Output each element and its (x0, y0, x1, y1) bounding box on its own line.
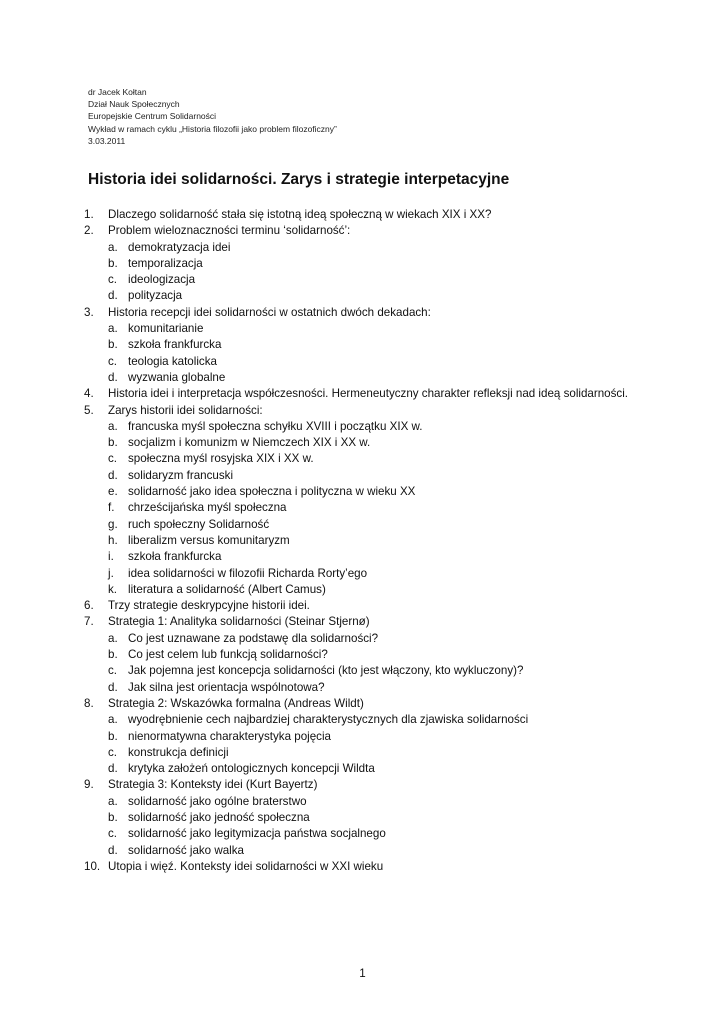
outline-subitem (84, 761, 640, 777)
outline-subitem-text: temporalizacja (128, 256, 203, 270)
outline-subitem-text: Jak pojemna jest koncepcja solidarności (kto jest włączony, kto wykluczony)? (128, 664, 524, 678)
outline-subitem (84, 843, 640, 859)
outline-subitem (84, 288, 640, 304)
outline-subitem-text: ruch społeczny Solidarność (128, 517, 270, 531)
header-date: 3.03.2011 (88, 135, 126, 146)
outline-item-text: Problem wieloznaczności terminu ‘solidarność’: (108, 224, 351, 238)
outline-item-text: Historia recepcji idei solidarności w ostatnich dwóch dekadach: (108, 305, 431, 319)
outline-subitem-letter: b. (108, 436, 118, 450)
outline-subitem (84, 370, 640, 386)
document-title: Historia idei solidarności. Zarys i strategie interpetacyjne (88, 171, 510, 188)
outline-subitem-text: demokratyzacja idei (128, 240, 231, 254)
outline-item (84, 223, 640, 239)
outline-subitem-text: solidaryzm francuski (128, 468, 234, 482)
outline-subitem-text: wyzwania globalne (128, 370, 226, 384)
header-author: dr Jacek Kołtan (88, 87, 147, 97)
outline-item-text: Strategia 2: Wskazówka formalna (Andreas Wildt) (108, 696, 364, 710)
outline-subitem-text: solidarność jako jedność społeczna (128, 810, 310, 824)
outline-subitem-letter: a. (108, 631, 118, 645)
outline-subitem-letter: c. (108, 273, 118, 287)
outline-item (84, 598, 640, 614)
outline-subitem-letter: b. (108, 648, 118, 662)
outline-subitem-text: Jak silna jest orientacja wspólnotowa? (128, 680, 325, 694)
outline-subitem-letter: d. (108, 468, 118, 482)
outline-subitem-text: literatura a solidarność (Albert Camus) (128, 582, 326, 596)
outline-item (84, 859, 640, 875)
outline-subitem-text: chrześcijańska myśl społeczna (128, 501, 287, 515)
outline-subitem (84, 419, 640, 435)
outline-subitem-letter: b. (108, 338, 118, 352)
outline-subitem-letter: a. (108, 419, 118, 433)
outline-subitem (84, 810, 640, 826)
outline-subitem-letter: e. (108, 485, 118, 499)
outline-subitem (84, 272, 640, 288)
outline-item (84, 777, 640, 793)
outline-item-number: 5. (84, 403, 94, 417)
outline-subitem-letter: j. (108, 566, 114, 580)
outline-subitem (84, 435, 640, 451)
outline-subitem (84, 256, 640, 272)
outline-item (84, 386, 640, 402)
header-institution: Europejskie Centrum Solidarności (88, 111, 217, 122)
outline-subitem-text: społeczna myśl rosyjska XIX i XX w. (128, 452, 314, 466)
outline-subitem-letter: d. (108, 680, 118, 694)
outline-subitem (84, 712, 640, 728)
outline-subitem (84, 663, 640, 679)
outline-item (84, 614, 640, 630)
header-department: Dział Nauk Społecznych (88, 99, 180, 110)
outline-list (84, 207, 640, 875)
outline-subitem (84, 566, 640, 582)
outline-subitem-text: teologia katolicka (128, 354, 217, 368)
outline-item-number: 3. (84, 305, 94, 319)
outline-item-number: 6. (84, 599, 94, 613)
outline-subitem-text: francuska myśl społeczna schyłku XVIII i początku XIX w. (128, 419, 423, 433)
outline-item-number: 7. (84, 615, 94, 629)
outline-subitem-letter: c. (108, 827, 118, 841)
outline-subitem-text: krytyka założeń ontologicznych koncepcji Wildta (128, 762, 375, 776)
outline-subitem-text: ideologizacja (128, 273, 196, 287)
outline-subitem-text: solidarność jako ogólne braterstwo (128, 794, 307, 808)
outline-subitem (84, 647, 640, 663)
outline-subitem-letter: a. (108, 713, 118, 727)
outline-subitem-text: Co jest celem lub funkcją solidarności? (128, 648, 328, 662)
outline-subitem (84, 321, 640, 337)
outline-subitem (84, 549, 640, 565)
outline-subitem-letter: b. (108, 256, 118, 270)
outline-subitem-letter: a. (108, 322, 118, 336)
outline-subitem (84, 745, 640, 761)
outline-subitem-text: wyodrębnienie cech najbardziej charakterystycznych dla zjawiska solidarności (128, 713, 529, 727)
outline-item (84, 207, 640, 223)
outline-subitem-letter: g. (108, 517, 118, 531)
outline-subitem-text: Co jest uznawane za podstawę dla solidarności? (128, 631, 379, 645)
outline-subitem (84, 337, 640, 353)
outline-subitem-letter: d. (108, 289, 118, 303)
outline-subitem (84, 826, 640, 842)
outline-subitem (84, 729, 640, 745)
page-number: 1 (359, 967, 366, 980)
outline-item-number: 10. (84, 859, 101, 873)
outline-subitem (84, 582, 640, 598)
outline-subitem-letter: i. (108, 550, 114, 564)
outline-item-text: Trzy strategie deskrypcyjne historii idei. (108, 599, 310, 613)
author-header (88, 86, 337, 147)
outline-subitem-letter: d. (108, 762, 118, 776)
outline-item-text: Strategia 1: Analityka solidarności (Steinar Stjernø) (108, 615, 370, 629)
outline-subitem-letter: c. (108, 745, 118, 759)
outline-subitem-text: liberalizm versus komunitaryzm (128, 533, 290, 547)
outline-subitem-letter: f. (108, 501, 115, 515)
outline-item-number: 1. (84, 208, 94, 221)
outline-subitem-text: konstrukcja definicji (128, 745, 229, 759)
outline-subitem-letter: b. (108, 810, 118, 824)
outline-subitem-text: komunitarianie (128, 322, 204, 336)
outline-subitem (84, 517, 640, 533)
outline-subitem-text: solidarność jako walka (128, 843, 244, 857)
outline-subitem-letter: d. (108, 843, 118, 857)
outline-subitem (84, 631, 640, 647)
outline-subitem (84, 468, 640, 484)
outline-subitem (84, 500, 640, 516)
outline-subitem-text: solidarność jako idea społeczna i polityczna w wieku XX (128, 485, 416, 499)
outline-subitem-text: socjalizm i komunizm w Niemczech XIX i XX w. (128, 436, 371, 450)
outline-item-text: Utopia i więź. Konteksty idei solidarności w XXI wieku (108, 859, 384, 873)
outline-subitem-text: nienormatywna charakterystyka pojęcia (128, 729, 331, 743)
outline-subitem-text: solidarność jako legitymizacja państwa socjalnego (128, 827, 386, 841)
outline-subitem (84, 680, 640, 696)
outline-subitem (84, 451, 640, 467)
outline-subitem-text: szkoła frankfurcka (128, 550, 222, 564)
outline-subitem-letter: c. (108, 452, 118, 466)
outline-subitem (84, 240, 640, 256)
outline-item-text: Dlaczego solidarność stała się istotną ideą społeczną w wiekach XIX i XX? (108, 208, 492, 221)
outline-item-number: 8. (84, 696, 94, 710)
outline-item-text: Zarys historii idei solidarności: (108, 403, 263, 417)
outline-subitem-text: idea solidarności w filozofii Richarda Rorty’ego (128, 566, 368, 580)
outline-subitem (84, 533, 640, 549)
outline-item (84, 696, 640, 712)
outline-item-number: 2. (84, 224, 94, 238)
outline-subitem-text: szkoła frankfurcka (128, 338, 222, 352)
outline-subitem-letter: d. (108, 370, 118, 384)
outline-subitem (84, 794, 640, 810)
outline-subitem-letter: c. (108, 354, 118, 368)
outline-subitem-letter: b. (108, 729, 118, 743)
outline-item-text: Strategia 3: Konteksty idei (Kurt Bayertz) (108, 778, 318, 792)
outline-item-number: 9. (84, 778, 94, 792)
outline-subitem (84, 484, 640, 500)
outline-subitem-letter: k. (108, 582, 118, 596)
outline-subitem-letter: a. (108, 794, 118, 808)
header-lecture-series: Wykład w ramach cyklu „Historia filozofii jako problem filozoficzny” (88, 123, 337, 134)
outline-subitem-letter: c. (108, 664, 118, 678)
outline-subitem (84, 354, 640, 370)
outline-item (84, 305, 640, 321)
outline-item-number: 4. (84, 387, 94, 401)
outline-item-text: Historia idei i interpretacja współczesności. Hermeneutyczny charakter refleksji nad ideą solidarności. (108, 387, 629, 401)
outline-subitem-text: polityzacja (128, 289, 183, 303)
outline-subitem-letter: a. (108, 240, 118, 254)
outline-item (84, 403, 640, 419)
outline-subitem-letter: h. (108, 533, 118, 547)
